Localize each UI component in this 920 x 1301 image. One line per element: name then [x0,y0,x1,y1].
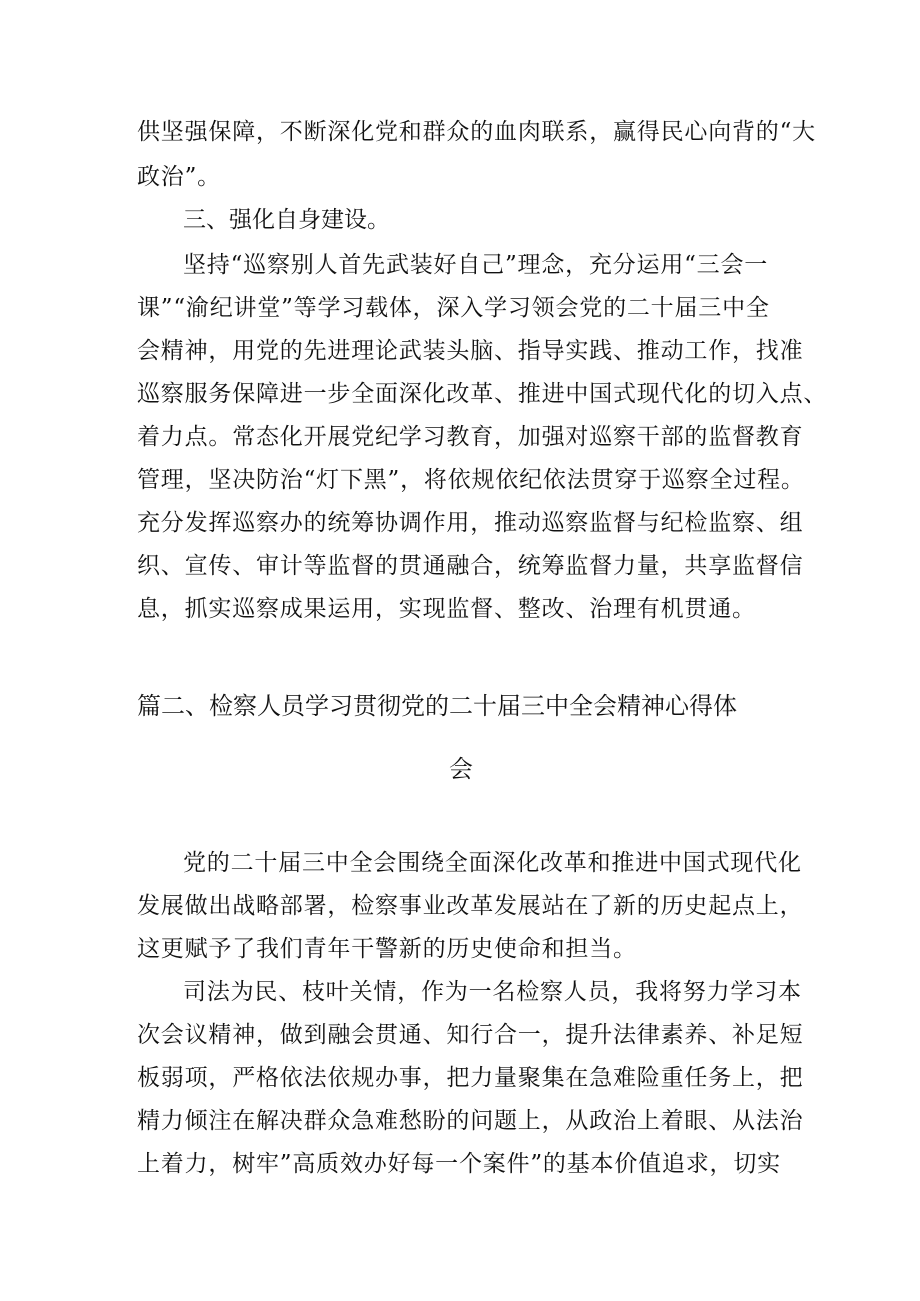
paragraph-line: 充分发挥巡察办的统筹协调作用，推动巡察监督与纪检监察、组 [137,510,804,536]
paragraph-line: 次会议精神，做到融会贯通、知行合一，提升法律素养、补足短 [137,1022,804,1048]
paragraph-line: 课”“渝纪讲堂”等学习载体，深入学习领会党的二十届三中全 [137,295,770,321]
paragraph-line: 巡察服务保障进一步全面深化改革、推进中国式现代化的切入点、 [137,381,828,407]
paragraph-line: 党的二十届三中全会围绕全面深化改革和推进中国式现代化 [183,850,802,876]
paragraph-line: 会精神，用党的先进理论武装头脑、指导实践、推动工作，找准 [137,338,804,364]
paragraph-line: 板弱项，严格依法依规办事，把力量聚集在急难险重任务上，把 [137,1065,804,1091]
section-heading: 三、强化自身建设。 [183,207,390,233]
article-title-continuation: 会 [449,755,473,783]
paragraph-line: 上着力，树牢”高质效办好每一个案件”的基本价值追求，切实 [137,1151,781,1177]
paragraph-line: 发展做出战略部署，检察事业改革发展站在了新的历史起点上， [137,893,804,919]
text-line: 供坚强保障，不断深化党和群众的血肉联系，赢得民心向背的“大 [137,119,816,145]
paragraph-line: 精力倾注在解决群众急难愁盼的问题上，从政治上着眼、从法治 [137,1108,804,1134]
text-line: 政治”。 [137,164,221,190]
paragraph-line: 这更赋予了我们青年干警新的历史使命和担当。 [137,936,637,962]
paragraph-line: 着力点。常态化开展党纪学习教育，加强对巡察干部的监督教育 [137,424,804,450]
paragraph-line: 坚持“巡察别人首先武装好自己”理念，充分运用“三会一 [183,252,769,278]
paragraph-line: 管理，坚决防治“灯下黑”，将依规依纪依法贯穿于巡察全过程。 [137,467,805,493]
paragraph-line: 息，抓实巡察成果运用，实现监督、整改、治理有机贯通。 [137,596,756,622]
paragraph-line: 司法为民、枝叶关情，作为一名检察人员，我将努力学习本 [183,979,802,1005]
paragraph-line: 织、宣传、审计等监督的贯通融合，统筹监督力量，共享监督信 [137,553,804,579]
article-title: 篇二、检察人员学习贯彻党的二十届三中全会精神心得体 [137,692,737,720]
